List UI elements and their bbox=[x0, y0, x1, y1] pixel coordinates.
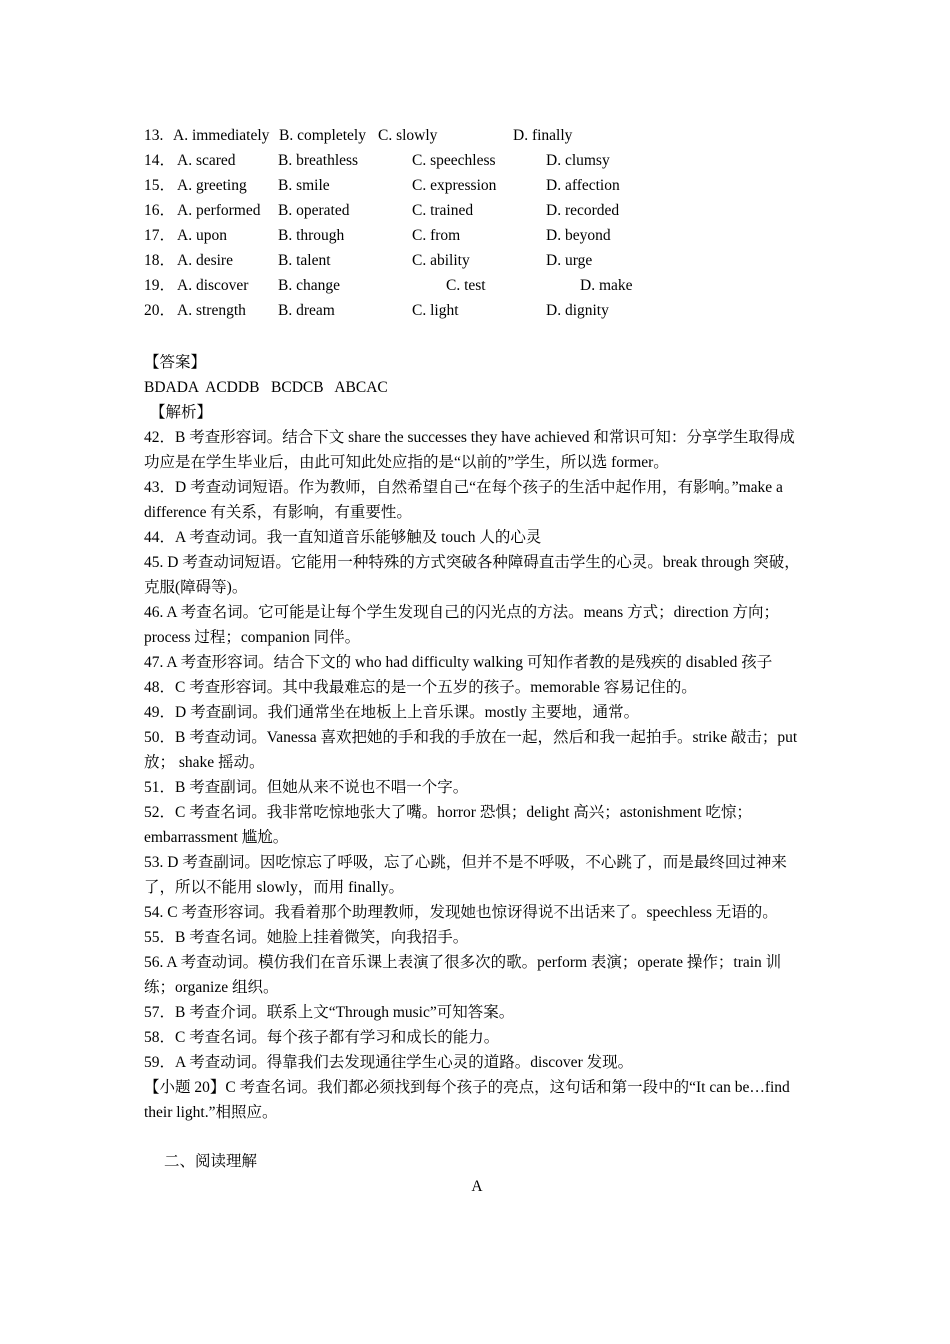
explanation-item: 43．D 考查动词短语。作为教师，自然希望自己“在每个孩子的生活中起作用，有影响。”make a difference 有关系，有影响，有重要性。 bbox=[144, 479, 783, 521]
option-row bbox=[144, 126, 810, 151]
option-b: B. dream bbox=[278, 302, 335, 319]
answer-key: BDADA ACDDB BCDCB ABCAC bbox=[144, 379, 388, 396]
option-b: B. smile bbox=[278, 177, 330, 194]
option-d: D. beyond bbox=[546, 227, 611, 244]
option-c: C. trained bbox=[412, 202, 474, 219]
option-c: C. expression bbox=[412, 177, 497, 194]
option-a: A. immediately bbox=[173, 127, 270, 144]
option-b: B. breathless bbox=[278, 152, 359, 169]
explanation-item: 48．C 考查形容词。其中我最难忘的是一个五岁的孩子。memorable 容易记住的。 bbox=[144, 679, 697, 696]
option-a: A. scared bbox=[177, 152, 236, 169]
explanation-item: 51．B 考查副词。但她从来不说也不唱一个字。 bbox=[144, 779, 469, 796]
option-c: C. ability bbox=[412, 252, 470, 269]
option-d: D. clumsy bbox=[546, 152, 610, 169]
option-d: D. dignity bbox=[546, 302, 609, 319]
option-c: C. from bbox=[412, 227, 461, 244]
explanation-item: 【小题 20】C 考查名词。我们都必须找到每个孩子的亮点，这句话和第一段中的“It can be…find their light.”相照应。 bbox=[144, 1079, 790, 1121]
option-d: D. urge bbox=[546, 252, 593, 269]
explanation-item: 47. A 考查形容词。结合下文的 who had difficulty walking 可知作者教的是残疾的 disabled 孩子 bbox=[144, 654, 773, 671]
option-row bbox=[144, 176, 810, 201]
explanation-item: 42．B 考查形容词。结合下文 share the successes they have achieved 和常识可知：分享学生取得成功应是在学生毕业后，由此可知此处应指的是“以前的”学生，所以选 former。 bbox=[144, 429, 795, 471]
explanation-item: 45. D 考查动词短语。它能用一种特殊的方式突破各种障碍直击学生的心灵。break through 突破，克服(障碍等)。 bbox=[144, 554, 800, 596]
option-d: D. affection bbox=[546, 177, 620, 194]
explanation-item: 57．B 考查介词。联系上文“Through music”可知答案。 bbox=[144, 1004, 515, 1021]
option-c: C. speechless bbox=[412, 152, 496, 169]
option-a: A. discover bbox=[177, 277, 249, 294]
explanation-item: 46. A 考查名词。它可能是让每个学生发现自己的闪光点的方法。means 方式；direction 方向；process 过程；companion 同伴。 bbox=[144, 604, 780, 646]
option-b: B. completely bbox=[279, 127, 366, 144]
option-a: A. performed bbox=[177, 202, 261, 219]
option-d: D. recorded bbox=[546, 202, 620, 219]
question-number: 14． bbox=[144, 152, 176, 169]
explanation-item: 53. D 考查副词。因吃惊忘了呼吸，忘了心跳，但并不是不呼吸，不心跳了，而是最终回过神来了，所以不能用 slowly，而用 finally。 bbox=[144, 854, 787, 896]
explanation-item: 44．A 考查动词。我一直知道音乐能够触及 touch 人的心灵 bbox=[144, 529, 542, 546]
option-a: A. upon bbox=[177, 227, 227, 244]
option-row bbox=[144, 301, 810, 326]
option-a: A. strength bbox=[177, 302, 246, 319]
option-row bbox=[144, 276, 810, 301]
option-b: B. operated bbox=[278, 202, 350, 219]
option-d: D. make bbox=[580, 277, 633, 294]
option-c: C. slowly bbox=[378, 127, 438, 144]
explanation-item: 55．B 考查名词。她脸上挂着微笑，向我招手。 bbox=[144, 929, 469, 946]
option-row bbox=[144, 201, 810, 226]
explanation-item: 52．C 考查名词。我非常吃惊地张大了嘴。horror 恐惧；delight 高兴；astonishment 吃惊；embarrassment 尴尬。 bbox=[144, 804, 752, 846]
section-title: 二、阅读理解 bbox=[164, 1153, 258, 1170]
explanation-item: 50．B 考查动词。Vanessa 喜欢把她的手和我的手放在一起，然后和我一起拍手。strike 敲击；put 放； shake 摇动。 bbox=[144, 729, 798, 771]
explanation-item: 54. C 考查形容词。我看着那个助理教师，发现她也惊讶得说不出话来了。speechless 无语的。 bbox=[144, 904, 778, 921]
option-c: C. test bbox=[446, 277, 486, 294]
option-b: B. change bbox=[278, 277, 340, 294]
option-b: B. talent bbox=[278, 252, 331, 269]
question-number: 20． bbox=[144, 302, 176, 319]
section-subtitle: A bbox=[471, 1178, 483, 1195]
analysis-heading: 【解析】 bbox=[150, 404, 213, 421]
option-d: D. finally bbox=[513, 127, 573, 144]
question-number: 17． bbox=[144, 227, 176, 244]
explanation-item: 59．A 考查动词。得靠我们去发现通往学生心灵的道路。discover 发现。 bbox=[144, 1054, 634, 1071]
question-number: 16． bbox=[144, 202, 176, 219]
answer-heading: 【答案】 bbox=[144, 354, 207, 371]
options-list bbox=[144, 126, 810, 326]
option-row bbox=[144, 151, 810, 176]
option-b: B. through bbox=[278, 227, 345, 244]
document-content bbox=[144, 126, 810, 1199]
question-number: 18． bbox=[144, 252, 176, 269]
explanation-item: 56. A 考查动词。模仿我们在音乐课上表演了很多次的歌。perform 表演；operate 操作；train 训练；organize 组织。 bbox=[144, 954, 782, 996]
question-number: 15． bbox=[144, 177, 176, 194]
explanation-list bbox=[144, 425, 810, 1125]
explanation-item: 49．D 考查副词。我们通常坐在地板上上音乐课。mostly 主要地，通常。 bbox=[144, 704, 640, 721]
question-number: 13. bbox=[144, 127, 164, 144]
option-a: A. greeting bbox=[177, 177, 247, 194]
option-c: C. light bbox=[412, 302, 459, 319]
option-row bbox=[144, 251, 810, 276]
option-a: A. desire bbox=[177, 252, 233, 269]
question-number: 19． bbox=[144, 277, 176, 294]
explanation-item: 58．C 考查名词。每个孩子都有学习和成长的能力。 bbox=[144, 1029, 500, 1046]
option-row bbox=[144, 226, 810, 251]
